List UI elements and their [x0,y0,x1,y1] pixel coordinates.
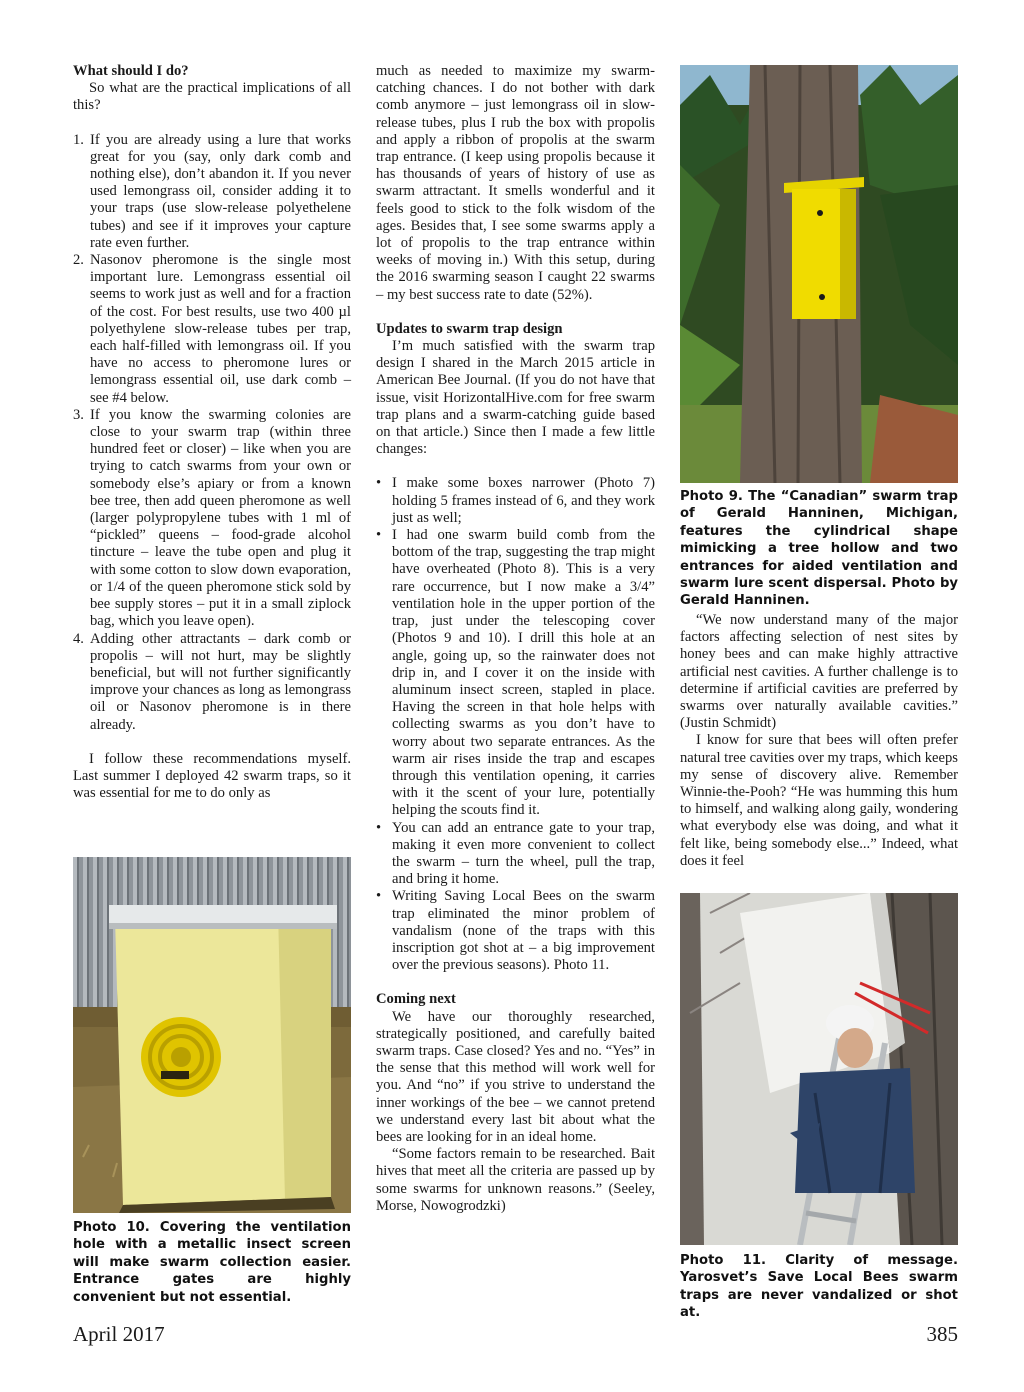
photo-11-caption: Photo 11. Clarity of message. Yarosvet’s Save Local Bees swarm traps are never vandalized or shot at. [680,1253,959,1321]
list-item: 1. If you are already using a lure that works great for you (say, only dark comb and nothing else), don’t abandon it. If you never used lemongrass oil, consider adding it to your traps (use slow-release polyethelene tubes) and see if it improves your capture rate even further. [73,131,351,251]
section-heading-coming-next: Coming next [376,991,456,1008]
photo-10-caption: Photo 10. Covering the ventilation hole with a metallic insect screen will make swarm collection easier. Entrance gates are highly convenient but not essential. [73,1220,351,1305]
bullet-item: • You can add an entrance gate to your trap, making it even more convenient to collect the swarm – turn the wheel, pull the trap, and bring it home. [376,819,655,888]
paragraph: I’m much satisfied with the swarm trap design I shared in the March 2015 article in American Bee Journal. (If you do not have that issue, visit HorizontalHive.com for free swarm trap plans and a swarm-catching guide based on that article.) Since then I made a few little changes: [376,338,655,458]
bullet-item: • I had one swarm build comb from the bottom of the trap, suggesting the trap might have overheated (Photo 8). This is a very rare occurrence, but I now make a 3/4” ventilation hole in the upper portion of the trap, just under the telescoping cover (Photos 9 and 10). I drill this hole at an angle, going up, so the rainwater does not drip in, and I cover it on the inside with aluminum insect screen, stapled in place. Having the screen in that hole helps with collecting swarms as you don’t have to worry about two separate entrances. As the warm air rises inside the trap and escapes through this ventilation opening, it carries with it the scent of your lure, potentially helping the scouts find it. [376,527,655,819]
photo-9-caption: Photo 9. The “Canadian” swarm trap of Gerald Hanninen, Michigan, features the cylindrical shape mimicking a tree hollow and two entrances for aided ventilation and swarm lure scent dispersal. Photo by Gerald Hanninen. [680,489,959,609]
list-item: 2. Nasonov pheromone is the single most important lure. Lemongrass essential oil seems to work just as well and for a fraction of the cost. For best results, use two 400 µl polyethylene slow-release tubes per trap, each half-filled with lemongrass oil. If you have no access to pheromone lures or lemongrass essential oil, use dark comb – see #4 below. [73,252,351,406]
closing-paragraph: I follow these recommendations myself. Last summer I deployed 42 swarm traps, so it was essential for me to do only as [73,750,351,802]
list-item: 3. If you know the swarming colonies are close to your swarm trap (within three hundred feet or closer) – like when you are trying to catch swarms from your own or somebody else’s apiary or from a known bee tree, then add queen pheromone as well (larger polypropylene tubes with 1 ml of “pickled” queens – food-grade alcohol tincture – leave the tube open and plug it with some cotton to slow down evaporation, or 1/4 of the queen pheromone stick sold by bee supply stores – put it in a small ziplock bag, which you leave open). [73,406,351,630]
photo-11-boy-with-swarm-trap [680,893,958,1245]
paragraph: I know for sure that bees will often prefer natural tree cavities over my traps, which keeps my sense of discovery alive. Remember Winnie-the-Pooh? “He was humming this hum to himself, and walking along gaily, wondering what everybody else was doing, and what it felt like, being somebody else...” Indeed, what does it feel [680,732,958,869]
quote-paragraph: “Some factors remain to be researched. Bait hives that meet all the criteria are passed up by some swarms for unknown reasons.” (Seeley, Morse, Nowogrodzki) [376,1146,655,1214]
paragraph: much as needed to maximize my swarm-catching chances. I do not bother with dark comb anymore – just lemongrass oil in slow-release tubes, plus I rub the box with propolis and apply a ribbon of propolis at the swarm trap entrance. (I keep using propolis because it has thousands of years of history of use as swarm attractant. It smells wonderful and it feels good to stick to the folk wisdom of the ages. Besides that, I see some swarms apply a lot of propolis to the trap entrance within weeks of moving in.) With this setup, during the 2016 swarming season I caught 22 swarms – my best success rate to date (52%). [376,63,655,303]
bullet-item: • Writing Saving Local Bees on the swarm trap eliminated the minor problem of vandalism (none of the traps with this inscription got shot at – a big improvement over the previous seasons). Photo 11. [376,888,655,974]
column-1 [73,63,351,802]
quote-paragraph: “We now understand many of the major factors affecting selection of nest sites by honey bees and can make highly attractive artificial nest cavities. A further challenge is to determine if artificial cavities are preferred by swarms over naturally available cavities.” (Justin Schmidt) [680,612,958,732]
bullet-item: • I make some boxes narrower (Photo 7) holding 5 frames instead of 6, and they work just as well; [376,475,655,526]
section-heading-what-should-i-do: What should I do? [73,63,189,79]
paragraph: We have our thoroughly researched, strategically positioned, and carefully baited swarm traps. Case closed? Yes and no. “Yes” in the sense that this method will work well for you. And “no” if you strive to understand the inner workings of the bee – we cannot pretend we understand every last bit about what the bees are looking for in an ideal home. [376,1008,655,1145]
page-number: 385 [926,1322,958,1346]
photo-9-canadian-swarm-trap [680,65,958,483]
section-heading-updates: Updates to swarm trap design [376,320,563,337]
intro-paragraph: So what are the practical implications of all this? [73,80,351,114]
column-3 [680,612,958,870]
column-2 [376,63,655,1215]
list-item: 4. Adding other attractants – dark comb or propolis – will not hurt, may be slightly beneficial, but will not further significantly improve your chances as long as lemongrass oil or Nasonov pheromone is in there already. [73,630,351,733]
photo-10-swarm-trap-box [73,857,351,1213]
issue-date: April 2017 [73,1322,165,1346]
